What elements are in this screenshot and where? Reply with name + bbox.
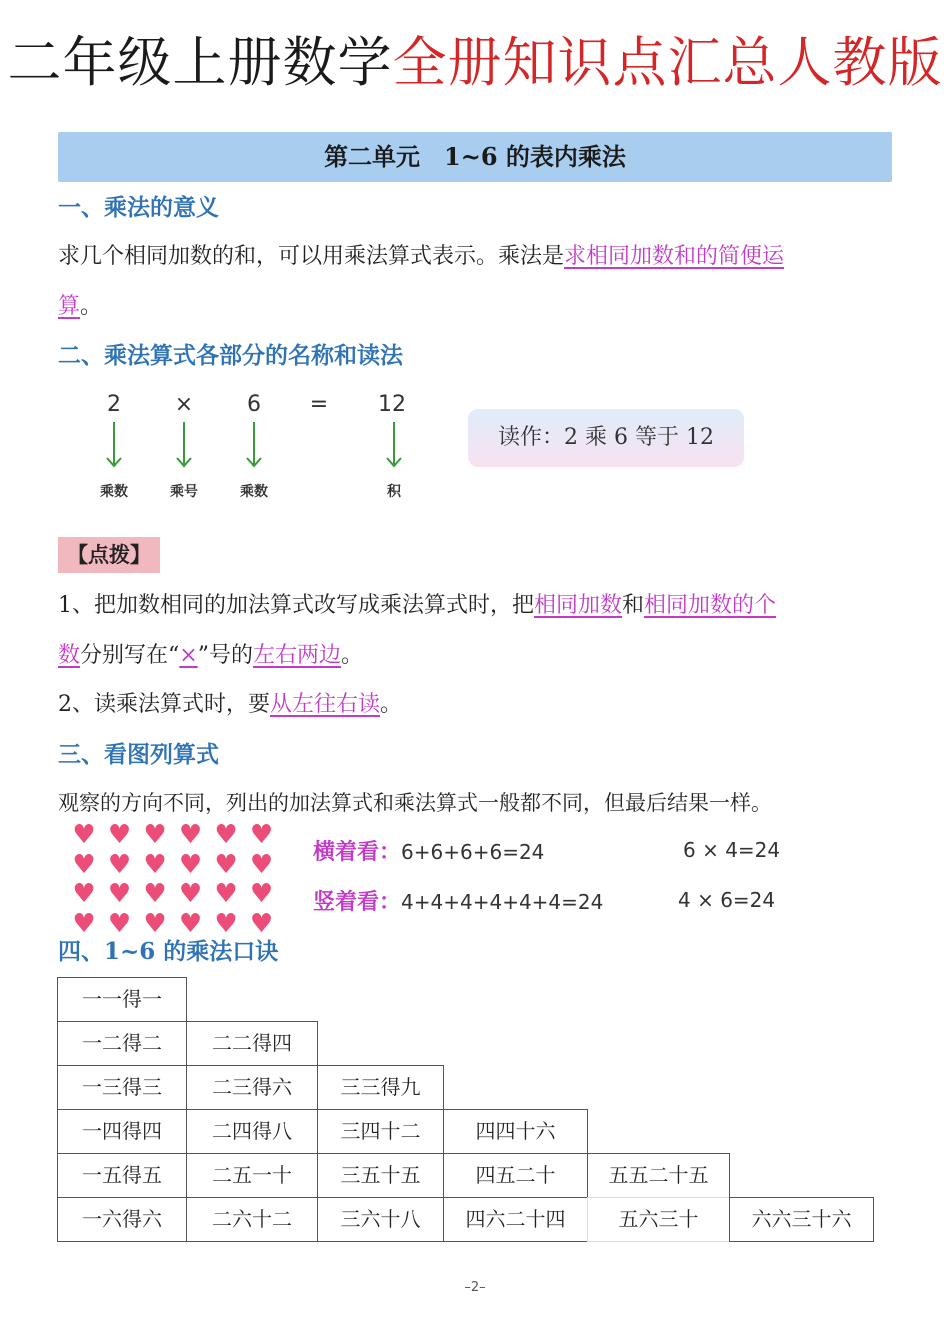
table-cell: 四六二十四: [443, 1197, 588, 1242]
down-arrow-icon: [104, 422, 124, 468]
title-red-part: 全册知识点汇总人教版: [392, 31, 943, 94]
heart-icon: ♥: [178, 879, 203, 909]
vertical-addition: 4+4+4+4+4+4=24: [401, 890, 604, 914]
part-label: 乘数: [100, 484, 128, 500]
tip-text: 和: [622, 593, 645, 618]
section1-heading: 一、乘法的意义: [58, 194, 219, 221]
heart-icon: ♥: [143, 879, 167, 909]
part-label: 乘数: [240, 484, 268, 500]
tip-paragraph-1: [58, 591, 776, 621]
tip-text: 。: [340, 643, 363, 668]
tip-highlight: ×: [179, 643, 198, 668]
table-cell: 一五得五: [57, 1153, 187, 1198]
table-cell: 五五二十五: [587, 1153, 730, 1198]
tip-text: 2、读乘法算式时，要: [58, 692, 270, 717]
table-cell: 三三得九: [317, 1065, 444, 1110]
horizontal-view-label: 横着看：: [313, 839, 402, 865]
tip-highlight: 从左往右读: [270, 692, 381, 717]
heart-icon: ♥: [72, 908, 96, 939]
table-cell: 三六十八: [317, 1197, 444, 1242]
heart-icon: ♥: [249, 879, 274, 909]
table-cell: 五六三十: [587, 1197, 730, 1242]
heart-icon: ♥: [178, 908, 203, 939]
heart-icon: ♥: [143, 820, 167, 850]
horizontal-view-row: [313, 835, 544, 866]
part-label: 乘号: [170, 484, 198, 500]
section1-highlight-end: 算: [58, 294, 81, 319]
table-cell: 二五一十: [186, 1153, 318, 1198]
section1-line2: [58, 292, 102, 322]
horizontal-addition: 6+6+6+6=24: [401, 840, 545, 864]
tip-text: 1、把加数相同的加法算式改写成乘法算式时，把: [58, 593, 534, 618]
equation-symbol: ×: [174, 392, 194, 417]
table-cell: 一六得六: [57, 1197, 187, 1242]
tip-text: 。: [380, 692, 403, 717]
equation-symbol: 12: [378, 392, 406, 417]
table-cell: 四五二十: [443, 1153, 588, 1198]
heart-icon: ♥: [107, 820, 132, 850]
table-cell: 一一得一: [57, 977, 187, 1022]
heart-icon: ♥: [107, 849, 132, 880]
heart-icon: ♥: [249, 820, 274, 850]
tip-paragraph-1-cont: [58, 641, 363, 671]
tip-highlight: 相同加数: [534, 593, 623, 618]
table-cell: 二二得四: [186, 1021, 318, 1066]
part-label: 积: [387, 484, 401, 500]
heart-icon: ♥: [107, 879, 132, 909]
heart-icon: ♥: [143, 908, 167, 939]
section3-description: 观察的方向不同，列出的加法算式和乘法算式一般都不同，但最后结果一样。: [58, 791, 772, 815]
equation-symbol: 2: [107, 392, 121, 417]
unit-title-bar: 第二单元 1~6 的表内乘法: [58, 132, 892, 182]
table-cell: 二四得八: [186, 1109, 318, 1154]
table-cell: 一三得三: [57, 1065, 187, 1110]
tip-text: 分别写在“: [80, 643, 180, 668]
tip-label: 【点拨】: [58, 537, 160, 573]
reading-box: 读作：2 乘 6 等于 12: [468, 409, 744, 467]
heart-icon: ♥: [214, 849, 238, 880]
table-cell: 二六十二: [186, 1197, 318, 1242]
heart-icon: ♥: [249, 849, 274, 880]
heart-icon: ♥: [214, 820, 238, 850]
heart-icon: ♥: [107, 908, 132, 939]
down-arrow-icon: [174, 422, 194, 468]
heart-grid: [66, 820, 286, 940]
heart-icon: ♥: [72, 849, 96, 880]
down-arrow-icon: [384, 422, 404, 468]
horizontal-multiplication: 6 × 4=24: [683, 838, 781, 862]
tip-highlight: 左右两边: [252, 643, 341, 668]
equation-symbol: 6: [247, 392, 261, 417]
tip-highlight: 数: [58, 643, 81, 668]
heart-icon: ♥: [72, 879, 96, 909]
heart-icon: ♥: [249, 908, 274, 939]
heart-icon: ♥: [178, 849, 203, 880]
section3-heading: 三、看图列算式: [58, 741, 219, 768]
tip-text: ”号的: [197, 643, 253, 668]
table-cell: 一四得四: [57, 1109, 187, 1154]
section1-highlight: 求相同加数和的简便运: [564, 244, 785, 269]
heart-icon: ♥: [72, 820, 96, 850]
table-cell: 四四十六: [443, 1109, 588, 1154]
section4-heading: 四、1~6 的乘法口诀: [58, 938, 279, 965]
title-black-part: 二年级上册数学: [7, 31, 393, 94]
table-cell: 三五十五: [317, 1153, 444, 1198]
section2-heading: 二、乘法算式各部分的名称和读法: [58, 342, 403, 369]
table-cell: 一二得二: [57, 1021, 187, 1066]
section1-period: 。: [80, 294, 103, 319]
vertical-multiplication: 4 × 6=24: [678, 888, 776, 912]
page-number: –2–: [464, 1280, 486, 1295]
heart-icon: ♥: [178, 820, 203, 850]
table-cell: 二三得六: [186, 1065, 318, 1110]
section1-line1: [58, 242, 784, 272]
vertical-view-label: 竖着看：: [313, 889, 402, 915]
tip-paragraph-2: [58, 690, 402, 720]
heart-icon: ♥: [143, 849, 167, 880]
table-cell: 三四十二: [317, 1109, 444, 1154]
page-title: [0, 28, 950, 98]
table-cell: 六六三十六: [729, 1197, 874, 1242]
down-arrow-icon: [244, 422, 264, 468]
heart-icon: ♥: [214, 879, 238, 909]
tip-highlight: 相同加数的个: [644, 593, 777, 618]
vertical-view-row: [313, 885, 603, 916]
heart-icon: ♥: [214, 908, 238, 939]
equation-symbol: =: [309, 392, 329, 417]
section1-text: 求几个相同加数的和，可以用乘法算式表示。乘法是: [58, 244, 565, 269]
